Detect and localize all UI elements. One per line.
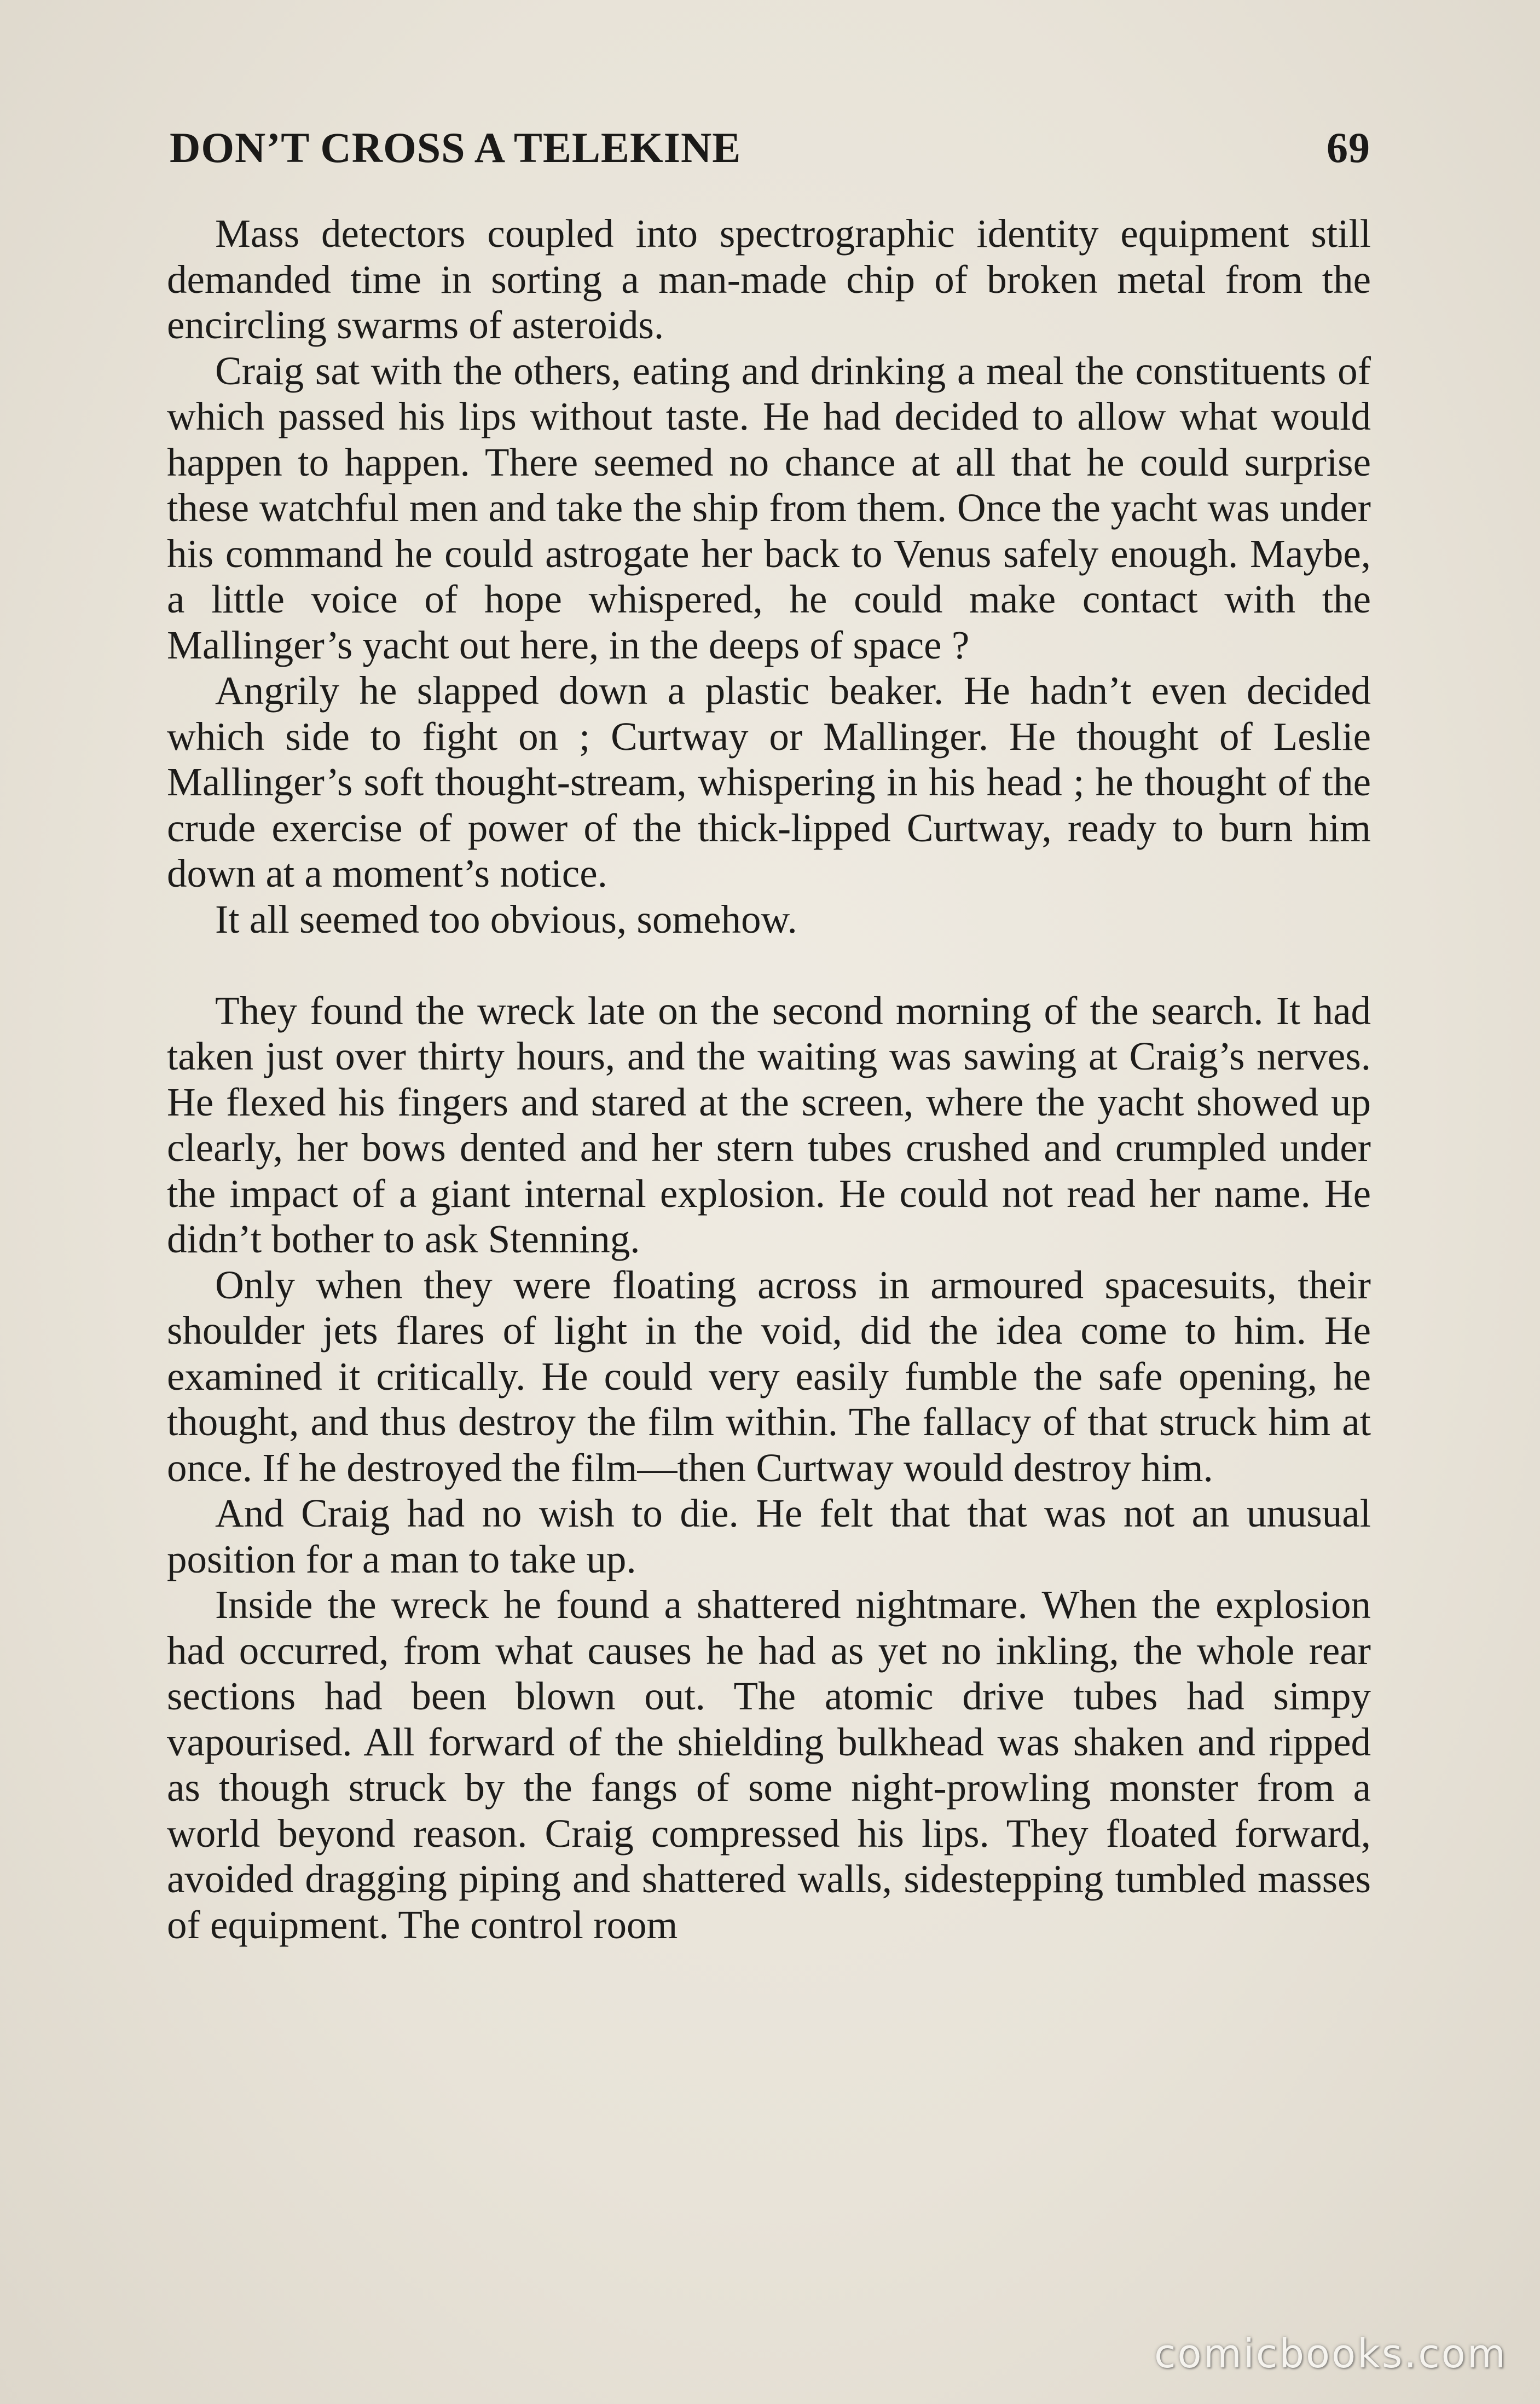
paragraph: And Craig had no wish to die. He felt that that was not an unusual position for a man to take up.: [167, 1491, 1371, 1581]
paragraph: Inside the wreck he found a shattered nightmare. When the explosion had occurred, from what causes he had as yet no inkling, the whole rear sections had been blown out. The atomic drive tubes had simpy vapourised. All forward of the shielding bulkhead was shaken and ripped as though struck by the fangs of some night-prowling monster from a world beyond reason. Craig compressed his lips. They floated forward, avoided dragging piping and shattered walls, sidestepping tumbled masses of equipment. The control room: [167, 1582, 1371, 1947]
paragraph: Angrily he slapped down a plastic beaker. He hadn’t even decided which side to fight on ; Curtway or Mallinger. He thought of Leslie Mallinger’s soft thought-stream, whispering in his head ; he thought of the crude exercise of power of the thick-lipped Curtway, ready to burn him down at a moment’s notice.: [167, 668, 1371, 895]
paragraph: Craig sat with the others, eating and drinking a meal the constituents of which passed his lips without taste. He had decided to allow what would happen to happen. There seemed no chance at all that he could surprise these watchful men and take the ship from them. Once the yacht was under his command he could astrogate her back to Venus safely enough. Maybe, a little voice of hope whispered, he could make contact with the Mallinger’s yacht out here, in the deeps of space ?: [167, 348, 1371, 667]
body-text: [167, 211, 1371, 1948]
paragraph: Mass detectors coupled into spectrographic identity equipment still demanded time in sorting a man-made chip of broken metal from the encircling swarms of asteroids.: [167, 211, 1371, 347]
page-header: [170, 123, 1370, 183]
page-number: 69: [1327, 124, 1370, 171]
paragraph: It all seemed too obvious, somehow.: [215, 897, 797, 941]
running-title: DON’T CROSS A TELEKINE: [170, 124, 742, 171]
paragraph: Only when they were floating across in armoured spacesuits, their shoulder jets flares of light in the void, did the idea come to him. He examined it critically. He could very easily fumble the safe opening, he thought, and thus destroy the film within. The fallacy of that struck him at once. If he destroyed the film—then Curtway would destroy him.: [167, 1262, 1371, 1490]
paragraph: They found the wreck late on the second morning of the search. It had taken just over thirty hours, and the waiting was sawing at Craig’s nerves. He flexed his fingers and stared at the screen, where the yacht showed up clearly, her bows dented and her stern tubes crushed and crumpled under the impact of a giant internal explosion. He could not read her name. He didn’t bother to ask Stenning.: [167, 988, 1371, 1261]
watermark: comicbooks.com: [1154, 2331, 1507, 2377]
